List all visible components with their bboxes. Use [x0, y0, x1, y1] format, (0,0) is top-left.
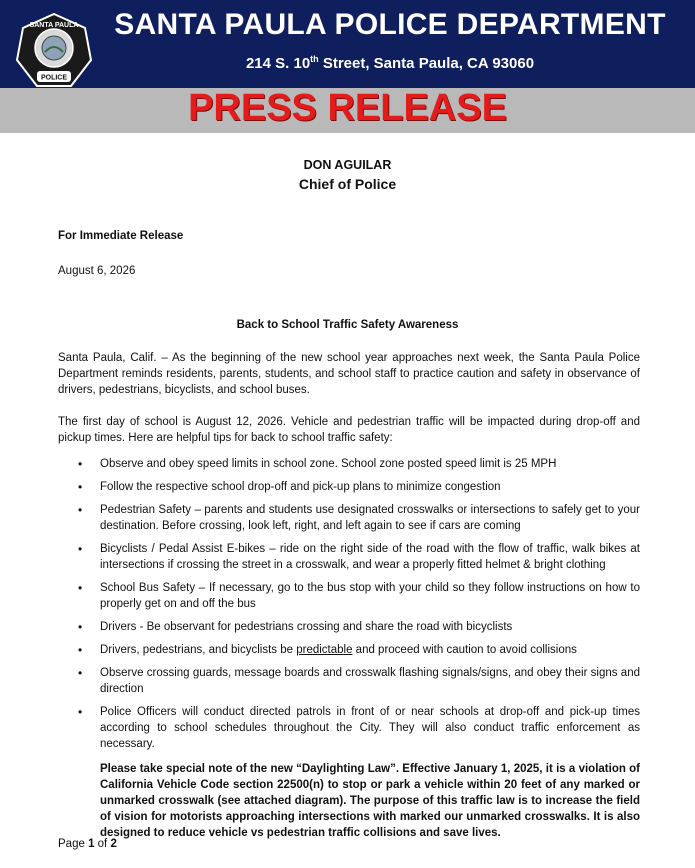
press-release-title: PRESS RELEASE	[188, 87, 507, 129]
police-badge-logo	[15, 12, 93, 90]
bullet-icon: •	[78, 581, 83, 595]
list-item: • Observe crossing guards, message boards and crosswalk flashing signals/signs, and obey their signs and direction	[78, 666, 640, 695]
bullet-icon: •	[78, 705, 83, 719]
bullet-icon: •	[78, 643, 83, 657]
bullet-icon: •	[78, 620, 83, 634]
bullet-icon: •	[78, 457, 83, 471]
tips-intro-paragraph: The first day of school is August 12, 2026. Vehicle and pedestrian traffic will be impacted during drop-off and pickup times. Here are helpful tips for back to school traffic safety:	[58, 416, 640, 444]
chief-name: DON AGUILAR	[303, 158, 392, 172]
list-item: • Police Officers will conduct directed patrols in front of or near schools at drop-off and pick-up times according to school schedules throughout the City. They will also conduct traffic enforcement as necessary.	[78, 705, 640, 750]
release-date: August 6, 2026	[58, 265, 136, 277]
letterhead-header	[0, 0, 695, 88]
safety-tips-list	[58, 456, 640, 759]
page-number: Page 1 of 2	[58, 838, 117, 850]
list-item: • Pedestrian Safety – parents and students use designated crosswalks or intersections to safely get to your destination. Before crossing, look left, right, and left again to see if cars are coming	[78, 503, 640, 532]
bullet-icon: •	[78, 480, 83, 494]
list-item: • School Bus Safety – If necessary, go to the bus stop with your child so they follow instructions on how to properly get on and off the bus	[78, 581, 640, 610]
department-name: SANTA PAULA POLICE DEPARTMENT	[114, 8, 666, 41]
daylighting-law-note: Please take special note of the new “Daylighting Law”. Effective January 1, 2025, it is a violation of California Vehicle Code section 22500(n) to stop or park a vehicle within 20 feet of any marked or unmarked crosswalk (see attached diagram). The purpose of this traffic law is to increase the field of vision for motorists approaching intersections with marked our unmarked crosswalks. It is also designed to reduce vehicle vs pedestrian traffic collisions and save lives.	[100, 763, 640, 839]
underlined-word: predictable	[296, 644, 353, 656]
badge-bottom-text: POLICE	[40, 74, 68, 82]
bullet-icon: •	[78, 503, 83, 517]
department-address: 214 S. 10th Street, Santa Paula, CA 93060	[245, 54, 535, 72]
bullet-icon: •	[78, 542, 83, 556]
list-item: • Drivers, pedestrians, and bicyclists be predictable and proceed with caution to avoid collisions	[78, 643, 577, 657]
list-item: • Bicyclists / Pedal Assist E-bikes – ride on the right side of the road with the flow of traffic, walk bikes at intersections if crossing the street in a crosswalk, and wear a properly fitted helmet & bright clothing	[78, 542, 640, 571]
release-subject: Back to School Traffic Safety Awareness	[236, 319, 459, 331]
list-item: • Drivers - Be observant for pedestrians crossing and share the road with bicyclists	[78, 620, 513, 634]
bullet-icon: •	[78, 666, 83, 680]
list-item: • Follow the respective school drop-off and pick-up plans to minimize congestion	[78, 480, 501, 494]
intro-paragraph: Santa Paula, Calif. – As the beginning of the new school year approaches next week, the Santa Paula Police Department reminds residents, parents, students, and school staff to practice caution and safety in observance of drivers, pedestrians, bicyclists, and school buses.	[58, 352, 640, 396]
badge-top-text: SANTA PAULA	[29, 22, 79, 29]
release-label: For Immediate Release	[58, 230, 184, 242]
chief-title: Chief of Police	[298, 176, 397, 192]
list-item: • Observe and obey speed limits in school zone. School zone posted speed limit is 25 MPH	[78, 457, 557, 471]
